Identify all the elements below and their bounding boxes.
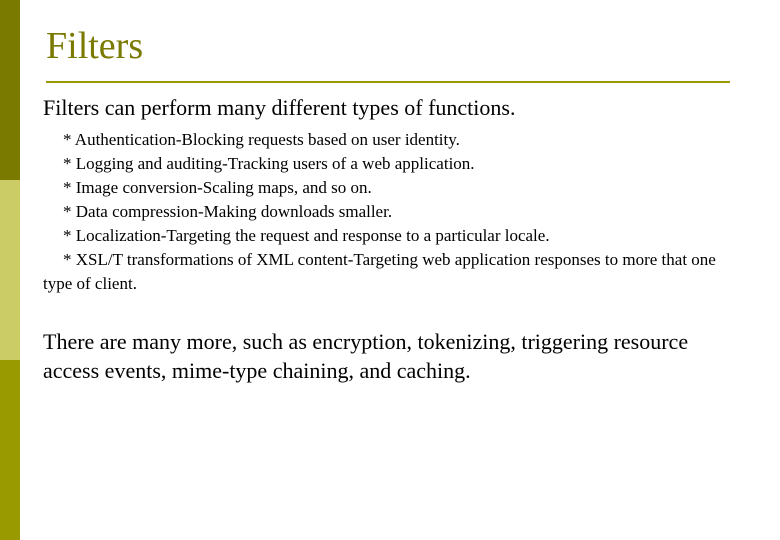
title-divider: [46, 81, 730, 83]
function-item-image-conversion: * Image conversion-Scaling maps, and so on.: [63, 178, 372, 197]
function-item-localization: * Localization-Targeting the request and response to a particular locale.: [63, 226, 550, 245]
slide-title: Filters: [46, 25, 144, 67]
function-item-xslt: * XSL/T transformations of XML content-Targeting web application responses to more that one type of client.: [43, 250, 716, 293]
side-bar-top: [0, 0, 20, 180]
function-list: [43, 128, 733, 296]
side-bar-bottom: [0, 360, 20, 540]
side-bar-middle: [0, 180, 20, 360]
function-item-logging: * Logging and auditing-Tracking users of a web application.: [63, 154, 475, 173]
intro-text: Filters can perform many different types of functions.: [43, 95, 516, 120]
closing-text: There are many more, such as encryption, tokenizing, triggering resource access events, mime-type chaining, and caching.: [43, 329, 689, 383]
function-item-data-compression: * Data compression-Making downloads smaller.: [63, 202, 393, 221]
function-item-authentication: * Authentication-Blocking requests based on user identity.: [63, 130, 460, 149]
